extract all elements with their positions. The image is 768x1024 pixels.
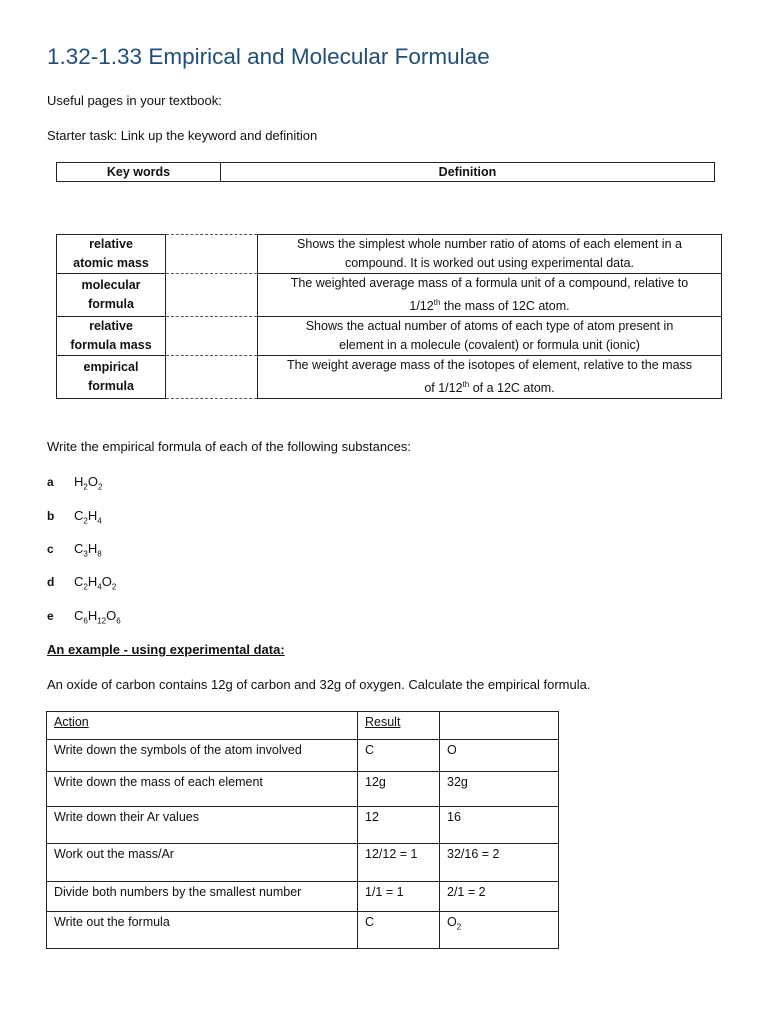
action-cell: Write out the formula	[47, 912, 358, 949]
action-header: Action	[47, 712, 358, 740]
chemical-formula: $C_2H_4O_2$	[74, 574, 117, 592]
action-cell: Write down their Ar values	[47, 807, 358, 844]
link-gap[interactable]	[166, 356, 258, 399]
substance-item	[47, 541, 102, 559]
result-cell: 32g	[440, 772, 559, 807]
result-cell: 32/16 = 2	[440, 844, 559, 882]
calculation-table	[46, 711, 559, 949]
chemical-formula: $H_2O_2$	[74, 474, 103, 492]
link-gap[interactable]	[166, 317, 258, 356]
substance-label: a	[47, 475, 54, 489]
calc-row	[47, 807, 559, 844]
calc-row	[47, 882, 559, 912]
example-text: An oxide of carbon contains 12g of carbon and 32g of oxygen. Calculate the empirical formula.	[47, 677, 591, 692]
result-cell: 12g	[358, 772, 440, 807]
page-title: 1.32-1.33 Empirical and Molecular Formulae	[47, 44, 490, 69]
chemical-formula: $C_3H_8$	[74, 541, 102, 559]
calc-row	[47, 740, 559, 772]
calc-header-row	[47, 712, 559, 740]
substance-label: c	[47, 542, 54, 556]
definition-header: Definition	[221, 163, 715, 182]
matching-row	[57, 274, 722, 317]
result-cell: C	[358, 912, 440, 949]
definition-cell: Shows the simplest whole number ratio of atoms of each element in a compound. It is worked out using experimental data.	[258, 235, 722, 274]
example-heading: An example - using experimental data:	[47, 642, 285, 657]
result-cell: 12/12 = 1	[358, 844, 440, 882]
link-gap[interactable]	[166, 235, 258, 274]
substance-item	[47, 574, 116, 592]
result-cell: 1/1 = 1	[358, 882, 440, 912]
calc-row	[47, 772, 559, 807]
definition-cell: The weighted average mass of a formula unit of a compound, relative to 1/12th the mass of 12C atom.	[258, 274, 722, 317]
result-header: Result	[358, 712, 440, 740]
link-gap[interactable]	[166, 274, 258, 317]
action-cell: Write down the symbols of the atom involved	[47, 740, 358, 772]
substance-item	[47, 474, 102, 492]
matching-row	[57, 317, 722, 356]
extra-header	[440, 712, 559, 740]
definition-cell: Shows the actual number of atoms of each type of atom present in element in a molecule (covalent) or formula unit (ionic)	[258, 317, 722, 356]
chemical-formula: $C_6H_{12}O_6$	[74, 608, 121, 626]
result-cell: 2/1 = 2	[440, 882, 559, 912]
keyword-header-table	[56, 162, 715, 182]
substance-item	[47, 508, 102, 526]
keywords-header: Key words	[57, 163, 221, 182]
keyword-cell: relative atomic mass	[57, 235, 166, 274]
starter-task-text: Starter task: Link up the keyword and definition	[47, 128, 318, 143]
action-cell: Divide both numbers by the smallest number	[47, 882, 358, 912]
empirical-prompt: Write the empirical formula of each of the following substances:	[47, 439, 411, 454]
calc-row	[47, 844, 559, 882]
action-cell: Write down the mass of each element	[47, 772, 358, 807]
result-cell: $O_2$	[440, 912, 559, 949]
result-cell: O	[440, 740, 559, 772]
keyword-cell: relative formula mass	[57, 317, 166, 356]
substance-label: b	[47, 509, 55, 523]
result-cell: 16	[440, 807, 559, 844]
matching-row	[57, 235, 722, 274]
useful-pages-text: Useful pages in your textbook:	[47, 93, 222, 108]
result-cell: 12	[358, 807, 440, 844]
substance-item	[47, 608, 121, 626]
substance-label: d	[47, 575, 55, 589]
keyword-cell: molecular formula	[57, 274, 166, 317]
result-cell: C	[358, 740, 440, 772]
calc-row	[47, 912, 559, 949]
substance-label: e	[47, 609, 54, 623]
matching-row	[57, 356, 722, 399]
chemical-formula: $C_2H_4$	[74, 508, 102, 526]
action-cell: Work out the mass/Ar	[47, 844, 358, 882]
definition-cell: The weight average mass of the isotopes of element, relative to the mass of 1/12th of a 12C atom.	[258, 356, 722, 399]
matching-table	[56, 234, 722, 399]
keyword-cell: empirical formula	[57, 356, 166, 399]
